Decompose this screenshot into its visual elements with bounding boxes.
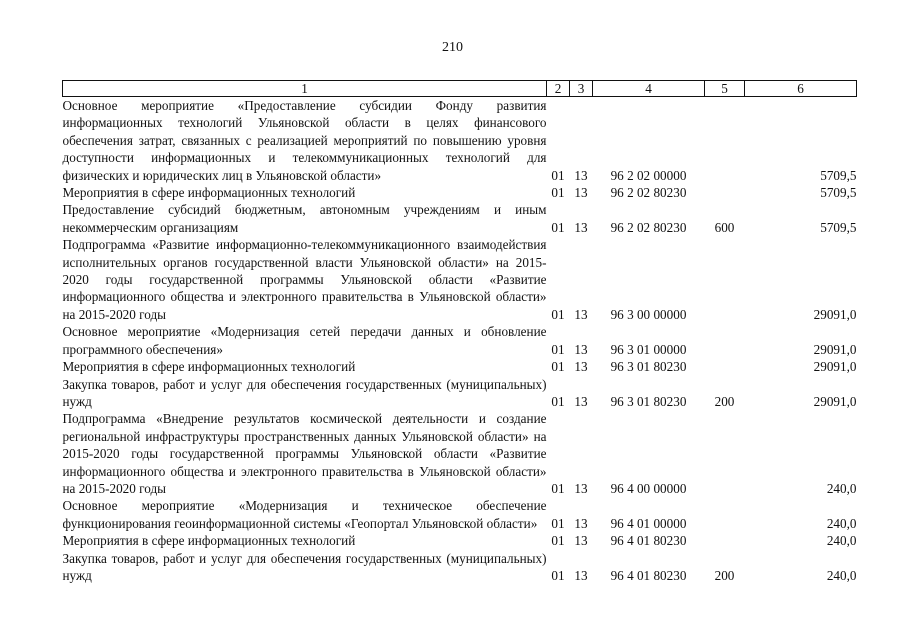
- row-name: Основное мероприятие «Модернизация сетей передачи данных и обновление программного обеспечения»: [62, 324, 547, 357]
- row-subsection: 13: [574, 219, 588, 235]
- row-subsection: 13: [574, 306, 588, 322]
- row-name: Подпрограмма «Развитие информационно-телекоммуникационного взаимодействия исполнительных органов государственной власти Ульяновской области» на 2015-2020 годы государственной программы Ульяновской области «Развитие информационного общества и электронного правительства в Ульяновской области» на 2015-2020 годы: [62, 237, 547, 322]
- row-target-article: 96 2 02 00000: [610, 167, 687, 183]
- row-amount: 5709,5: [820, 219, 857, 235]
- table-row: [63, 376, 857, 411]
- row-expense-type: 200: [714, 393, 735, 409]
- row-amount: 240,0: [826, 533, 857, 549]
- row-subsection: 13: [574, 533, 588, 549]
- table-row: [63, 550, 857, 585]
- row-amount: 5709,5: [820, 167, 857, 183]
- table-row: [63, 358, 857, 375]
- row-amount: 29091,0: [813, 393, 857, 409]
- row-target-article: 96 4 01 80230: [610, 533, 687, 549]
- row-subsection: 13: [574, 567, 588, 583]
- row-subsection: 13: [574, 515, 588, 531]
- row-name: Подпрограмма «Внедрение результатов космической деятельности и создание региональной инфраструктуры пространственных данных Ульяновской области» на 2015-2020 годы государственной программы Ульяновской области «Развитие информационного общества и электронного правительства в Ульяновской области» на 2015-2020 годы: [62, 411, 547, 496]
- table-row: [63, 201, 857, 236]
- row-name: Мероприятия в сфере информационных технологий: [62, 185, 356, 201]
- row-subsection: 13: [574, 359, 588, 375]
- row-subsection: 13: [574, 341, 588, 357]
- table-row: [63, 236, 857, 323]
- row-amount: 29091,0: [813, 341, 857, 357]
- row-expense-type: [705, 358, 745, 375]
- row-section: 01: [551, 515, 565, 531]
- row-section: 01: [551, 480, 565, 496]
- row-subsection: 13: [574, 393, 588, 409]
- row-name: Мероприятия в сфере информационных технологий: [62, 359, 356, 375]
- header-col-6: 6: [745, 81, 857, 97]
- row-target-article: 96 3 01 80230: [610, 393, 687, 409]
- row-name: Мероприятия в сфере информационных технологий: [62, 533, 356, 549]
- table-row: [63, 532, 857, 549]
- row-section: 01: [551, 341, 565, 357]
- row-expense-type: [705, 410, 745, 497]
- table-row: [63, 323, 857, 358]
- row-amount: 240,0: [826, 515, 857, 531]
- row-amount: 240,0: [826, 480, 857, 496]
- header-col-4: 4: [593, 81, 705, 97]
- row-target-article: 96 4 00 00000: [610, 480, 687, 496]
- row-subsection: 13: [574, 167, 588, 183]
- row-target-article: 96 2 02 80230: [610, 219, 687, 235]
- row-expense-type: [705, 497, 745, 532]
- table-row: [63, 410, 857, 497]
- row-name: Предоставление субсидий бюджетным, автономным учреждениям и иным некоммерческим организациям: [62, 202, 547, 235]
- row-amount: 240,0: [826, 567, 857, 583]
- row-name: Основное мероприятие «Модернизация и техническое обеспечение функционирования геоинформационной системы «Геопортал Ульяновской области»: [62, 498, 547, 531]
- header-col-3: 3: [570, 81, 593, 97]
- row-subsection: 13: [574, 185, 588, 201]
- row-section: 01: [551, 567, 565, 583]
- row-expense-type: [705, 184, 745, 201]
- row-target-article: 96 4 01 00000: [610, 515, 687, 531]
- row-target-article: 96 3 00 00000: [610, 306, 687, 322]
- table-row: [63, 184, 857, 201]
- row-section: 01: [551, 306, 565, 322]
- row-section: 01: [551, 167, 565, 183]
- row-section: 01: [551, 359, 565, 375]
- row-amount: 5709,5: [820, 185, 857, 201]
- header-col-2: 2: [547, 81, 570, 97]
- header-row: [63, 81, 857, 97]
- row-name: Закупка товаров, работ и услуг для обеспечения государственных (муниципальных) нужд: [62, 550, 547, 583]
- row-expense-type: [705, 532, 745, 549]
- row-amount: 29091,0: [813, 359, 857, 375]
- table-row: [63, 497, 857, 532]
- row-section: 01: [551, 533, 565, 549]
- row-expense-type: [705, 323, 745, 358]
- row-section: 01: [551, 393, 565, 409]
- row-section: 01: [551, 219, 565, 235]
- row-section: 01: [551, 185, 565, 201]
- row-amount: 29091,0: [813, 306, 857, 322]
- row-target-article: 96 4 01 80230: [610, 567, 687, 583]
- row-expense-type: 200: [714, 567, 735, 583]
- row-expense-type: [705, 97, 745, 185]
- row-target-article: 96 3 01 80230: [610, 359, 687, 375]
- row-expense-type: 600: [714, 219, 735, 235]
- header-col-5: 5: [705, 81, 745, 97]
- row-expense-type: [705, 236, 745, 323]
- table-row: [63, 97, 857, 185]
- row-target-article: 96 2 02 80230: [610, 185, 687, 201]
- row-target-article: 96 3 01 00000: [610, 341, 687, 357]
- header-col-1: 1: [63, 81, 547, 97]
- row-subsection: 13: [574, 480, 588, 496]
- row-name: Основное мероприятие «Предоставление субсидии Фонду развития информационных технологий Ульяновской области в целях финансового обеспечения затрат, связанных с реализацией мероприятий по повышению уровня доступности информационных и телекоммуникационных технологий для физических и юридических лиц в Ульяновской области»: [62, 98, 547, 183]
- page-number: 210: [442, 40, 463, 55]
- budget-table: [62, 80, 857, 584]
- row-name: Закупка товаров, работ и услуг для обеспечения государственных (муниципальных) нужд: [62, 376, 547, 409]
